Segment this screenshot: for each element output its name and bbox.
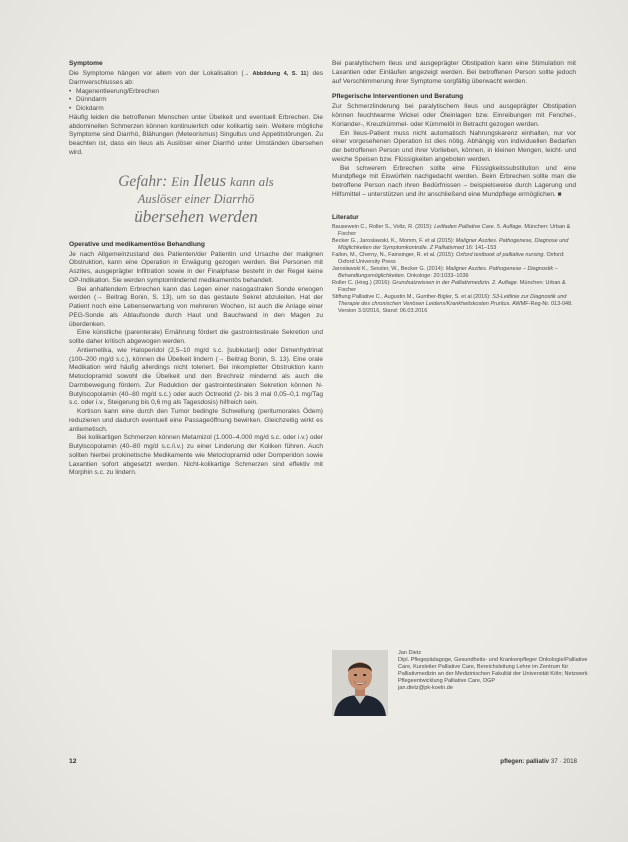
heading-literatur: Literatur <box>332 213 359 221</box>
page-footer <box>69 758 577 768</box>
literature-item: Bausewein C., Roller S., Voltz, R. (2015): Leitfaden Palliative Care. 5. Auflage. München: Urban & Fischer <box>332 223 571 237</box>
pull-quote-lead: Gefahr: <box>118 172 168 190</box>
symptome-intro: Die Symptome hängen vor allem von der Lokalisation (→ Abbildung 4, S. 11) des Darmverschlusses ab: <box>69 70 323 86</box>
symptom-list <box>69 88 323 114</box>
literature-item: Stiftung Palliative C., Augustin M., Gunther-Bigler, S. et al (2016): S3-Leitlinie zur Diagnostik und Therapie des chronischen Venösen Leidens/Krankheitskosten Pruritus. AWMF-Reg-Nr. 013-048. Version 3.0/2016, Stand: 06.03.2016 <box>332 294 573 315</box>
literature-item: Fallon, M., Cherny, N., Fainsinger, R. et al. (2015): Oxford textbook of palliative nursing. Oxford: Oxford University Press <box>332 251 565 265</box>
body-paragraph: Bei kolikartigen Schmerzen können Metamizol (1.000–4.000 mg/d s.c. oder i.v.) oder Butylscopolamin (40–80 mg/d s.c./i.v.) zu einer Linderung der Koliken führen. Auch sollten hierbei prokinetische Medikamente wie Metoclopramid oder Domperidon sowie Laxantien sofort abgesetzt werden. Nicht-kolikartige Schmerzen sind effektiv mit Morphin s.c. zu lindern. <box>69 434 323 477</box>
literature-list <box>332 224 576 316</box>
heading-pflege: Pflegerische Interventionen und Beratung <box>332 93 464 101</box>
body-paragraph: Bei schwerem Erbrechen sollte eine Flüssigkeitssubstitution und eine Mundpflege mit Eiswürfeln nachgedacht werden. Beim Erbrechen sollte man die betroffene Person nach ihren Bedürfnissen – beispielsweise durch Lagerung und Hilfsmittel – unterstützen und ihr anschließend eine Mundpflege ermöglichen. ■ <box>332 164 576 198</box>
literature-item: Roller C. (Hrsg.) (2016): Grundsatzwissen in der Palliativmedizin. 2. Auflage. München: Urban & Fischer <box>332 280 566 294</box>
heading-symptome: Symptome <box>69 60 103 67</box>
body-paragraph: Bei paralytischem Ileus und ausgeprägter Obstipation kann eine Stimulation mit Laxantien oder Einläufen angezeigt werden. Bei betroffenen Person sollte jedoch auf Verschlimmerung ihrer Symptome sorgfältig überwacht werden. <box>332 60 576 85</box>
author-bio <box>398 650 588 693</box>
pull-quote-line2: Auslöser einer Diarrhö <box>137 191 255 206</box>
author-photo <box>332 650 388 716</box>
author-email[interactable]: jan.dietz@pk-koeln.de <box>398 685 453 692</box>
author-description: Dipl. Pflegepädagoge, Gesundheits- und Krankenpfleger Onkologie/Palliative Care, Kursleiter Palliative Care, Bereichsleitung Lehre im Zentrum für Palliativmedizin an der Medizinischen Fakultät der Universität Köln; Netzwerk Pflegeentwicklung Palliative Care, DGP <box>398 657 588 685</box>
author-name: Jan Dietz <box>398 650 422 656</box>
body-paragraph: Kortison kann eine durch den Tumor bedingte Schwellung (peritumorales Ödem) reduzieren und dadurch eventuell eine Passageöffnung bewirken. Gleichzeitig wirkt es antiemetisch. <box>69 408 323 433</box>
left-column <box>69 60 323 478</box>
pull-quote-word: kann als <box>230 173 274 189</box>
literature-item: Jaroslawski K., Sessler, W., Becker G. (2014): Maligner Aszites. Pathogenese – Diagnostik – Behandlungsmöglichkeiten. Onkologe: 20:1033–1036 <box>332 265 558 280</box>
body-paragraph: Ein Ileus-Patient muss nicht automatisch Nahrungskarenz einhalten, nur vor einer vorgesehenen Operation ist dies nötig. Abhängig von individuellen Bedarfen der betroffenen Person und ihrer Vorlieben, können, in kleinen Mengen, leicht- und weiche Speisen bzw. Flüssigkeiten angeboten werden. <box>332 129 576 163</box>
portrait-image <box>332 650 388 716</box>
symptome-text: Häufig leiden die betroffenen Menschen unter Übelkeit und eventuell Erbrechen. Die abdominellen Schmerzen können kontinuierlich oder kolikartig sein. Weitere mögliche Symptome sind Diarrhö, Blähungen (Meteorismus) Singultus und Appetitstörungen. Zu beachten ist, dass ein Ileus als Auslöser einer Diarrhö unter Umständen übersehen wird. <box>69 113 323 156</box>
literature-item: Becker G., Jaroslawski, K., Momm, F. et al (2015): Maligner Aszites. Pathogenese, Diagnose und Möglichkeiten der Symptomkontrolle. Z Palliativmed 16: 141–153 <box>332 237 569 251</box>
pull-quote-word: Ein <box>171 173 190 189</box>
body-paragraph: Zur Schmerzlinderung bei paralytischem Ileus und ausgeprägter Obstipation können feuchtwarme Wickel oder Öleinlagen bzw. Einreibungen mit Fenchel-, Koriander-, Kreuzkümmel- oder Kümmelöl in Betracht gezogen werden. <box>332 103 576 128</box>
list-item: • Dickdarm <box>69 105 323 114</box>
heading-operative: Operative und medikamentöse Behandlung <box>69 240 205 248</box>
body-paragraph: Je nach Allgemeinzustand des Patienten/der Patientin und Ursache der malignen Obstruktion, kann eine Operation in Erwägung gezogen werden. Bei Personen mit Aszites, ausgeprägter Infiltration sowie in der Finalphase besteht in der Regel keine OP-Indikation. Sie werden symptomlindernd medikamentös behandelt. <box>69 250 323 284</box>
list-item: • Dünndarm <box>69 96 323 105</box>
figure-reference: → Abbildung 4, S. 11 <box>243 71 307 78</box>
pull-quote <box>69 172 323 227</box>
body-paragraph: Eine künstliche (parenterale) Ernährung fördert die gastrointestinale Sekretion und sollte daher kritisch abgewogen werden. <box>69 329 323 346</box>
end-mark: ■ <box>557 190 562 198</box>
journal-reference: pflegen: palliativ 37 · 2018 <box>500 758 577 765</box>
body-paragraph: Bei anhaltendem Erbrechen kann das Legen einer nasogastralen Sonde erwogen werden (→ Beitrag Bonin, S. 13), um so das gestaute Sekret abzuleiten. Hat der Patient noch eine Lebenserwartung von mehreren Wochen, ist auch die Anlage einer PEG-Sonde als Ablaufsonde durch Haut und Bauchwand in den Magen zu überdenken. <box>69 285 323 328</box>
body-paragraph: Antiemetika, wie Haloperidol (2,5–10 mg/d s.c. [subkutan]) oder Dimenhydrinat (100–200 mg/d s.c.), können die Übelkeit lindern (→ Beitrag Bonin, S. 13). Eine orale Medikation wird häufig allerdings nicht toleriert. Bei inkompletter Obstruktion kann Metoclopramid sowohl die Übelkeit und den Brechreiz mindernd als auch die Darmbewegung fördern. Zur Reduktion der gastrointestinalen Sekretion können N-Butylscopolamin (40–80 mg/d s.c.) oder auch Octreotid (2- bis 3 mal 0,05–0,1 mg/Tag s.c. oder i.v., Steigerung bis 0,6 mg als Tagesdosis) hilfreich sein. <box>69 346 323 407</box>
pull-quote-line3: übersehen werden <box>134 206 258 226</box>
list-item: • Magenentleerung/Erbrechen <box>69 88 323 97</box>
right-column <box>332 60 576 315</box>
pull-quote-ileus: Ileus <box>193 170 227 190</box>
page-number: 12 <box>69 758 77 765</box>
